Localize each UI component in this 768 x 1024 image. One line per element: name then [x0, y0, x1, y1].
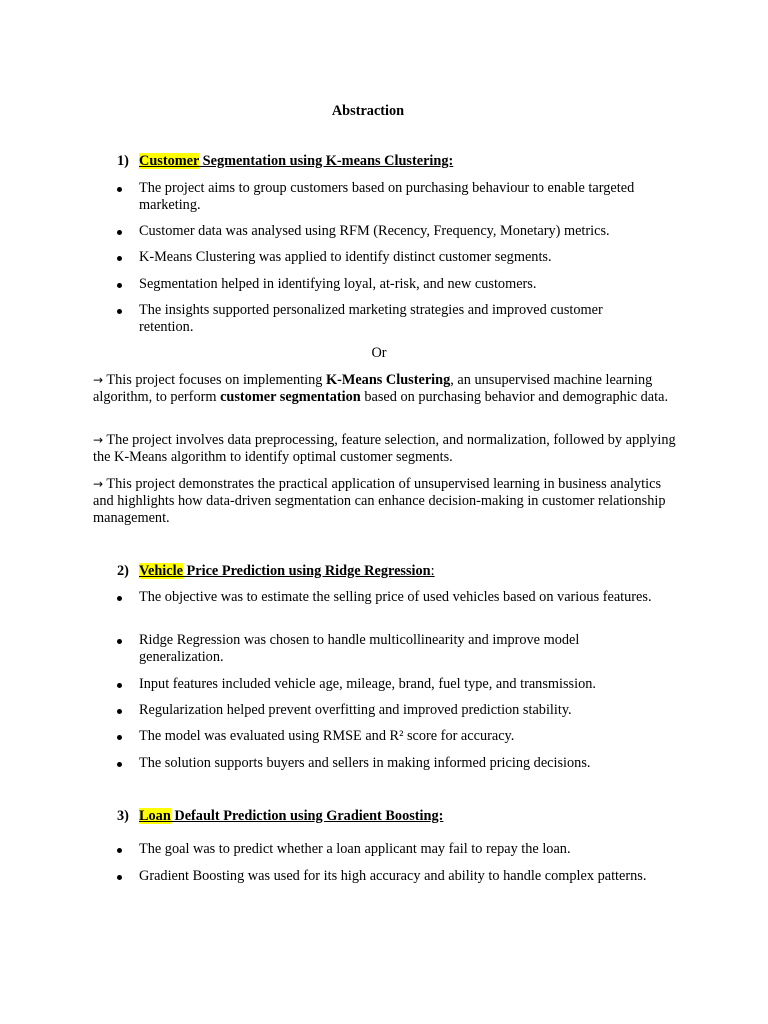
bullet-item: [115, 702, 655, 719]
bullet-text: Customer data was analysed using RFM (Recency, Frequency, Monetary) metrics.: [139, 223, 610, 239]
bullet-text: The goal was to predict whether a loan applicant may fail to repay the loan.: [139, 841, 571, 857]
bullet-item: [115, 728, 655, 745]
paragraph-text: This project demonstrates the practical application of unsupervised learning in business analytics and highlights how data-driven segmentation can enhance decision-making in customer relationship management.: [93, 476, 666, 526]
bold-term: K-Means Clustering: [325, 372, 451, 388]
bullet-item: [115, 755, 655, 772]
bullet-item: [115, 868, 655, 885]
bullet-text: The objective was to estimate the selling price of used vehicles based on various features.: [139, 589, 652, 605]
bullet-item: [115, 223, 655, 240]
bullet-text: K-Means Clustering was applied to identify distinct customer segments.: [139, 249, 552, 265]
bullet-item: [115, 249, 655, 266]
paragraph-text: This project focuses on implementing: [103, 372, 326, 388]
section-number: 3): [117, 808, 129, 824]
bullet-text: The solution supports buyers and sellers in making informed pricing decisions.: [139, 755, 591, 771]
paragraph-1: [93, 372, 683, 406]
bullet-item: [115, 841, 655, 858]
bullet-text: The project aims to group customers based on purchasing behaviour to enable targeted marketing.: [139, 180, 635, 213]
bullet-item: [115, 276, 655, 293]
document-title: Abstraction: [331, 103, 405, 119]
heading-text: Segmentation using K-means Clustering:: [199, 153, 454, 169]
highlighted-word: Loan: [139, 808, 171, 824]
paragraph-3: [93, 476, 683, 527]
heading-text: Price Prediction using Ridge Regression: [182, 563, 431, 579]
bullet-item: [115, 676, 655, 693]
heading-colon: :: [430, 563, 435, 579]
section-heading-1: [117, 153, 453, 170]
paragraph-text: , an unsupervised machine learning algorithm, to perform: [93, 372, 653, 405]
section-number: 1): [117, 153, 129, 169]
bullet-item: [115, 302, 655, 336]
bullet-item: [115, 180, 655, 214]
or-separator: Or: [371, 345, 387, 361]
paragraph-text: based on purchasing behavior and demographic data.: [360, 389, 669, 405]
paragraph-text: The project involves data preprocessing, feature selection, and normalization, followed by applying the K-Means algorithm to identify optimal customer segments.: [93, 432, 676, 465]
bullet-text: Input features included vehicle age, mileage, brand, fuel type, and transmission.: [139, 676, 596, 692]
bullet-text: The model was evaluated using RMSE and R² score for accuracy.: [139, 728, 515, 744]
bullet-text: Segmentation helped in identifying loyal, at-risk, and new customers.: [139, 276, 537, 292]
paragraph-2: [93, 432, 683, 466]
bullet-item: [115, 632, 655, 666]
bullet-item: [115, 589, 655, 606]
highlighted-word: Customer: [139, 153, 200, 169]
section-heading-2: [117, 563, 435, 580]
bullet-text: The insights supported personalized marketing strategies and improved customer retention.: [139, 302, 603, 335]
arrow-icon: →: [93, 477, 104, 491]
highlighted-word: Vehicle: [139, 563, 183, 579]
bullet-text: Regularization helped prevent overfitting and improved prediction stability.: [139, 702, 572, 718]
arrow-icon: →: [93, 373, 104, 387]
bullet-text: Gradient Boosting was used for its high accuracy and ability to handle complex patterns.: [139, 868, 647, 884]
section-number: 2): [117, 563, 129, 579]
bold-term: customer segmentation: [220, 389, 361, 405]
section-heading-3: [117, 808, 443, 825]
bullet-text: Ridge Regression was chosen to handle multicollinearity and improve model generalization.: [139, 632, 580, 665]
heading-text: Default Prediction using Gradient Boosting:: [170, 808, 444, 824]
arrow-icon: →: [93, 433, 104, 447]
